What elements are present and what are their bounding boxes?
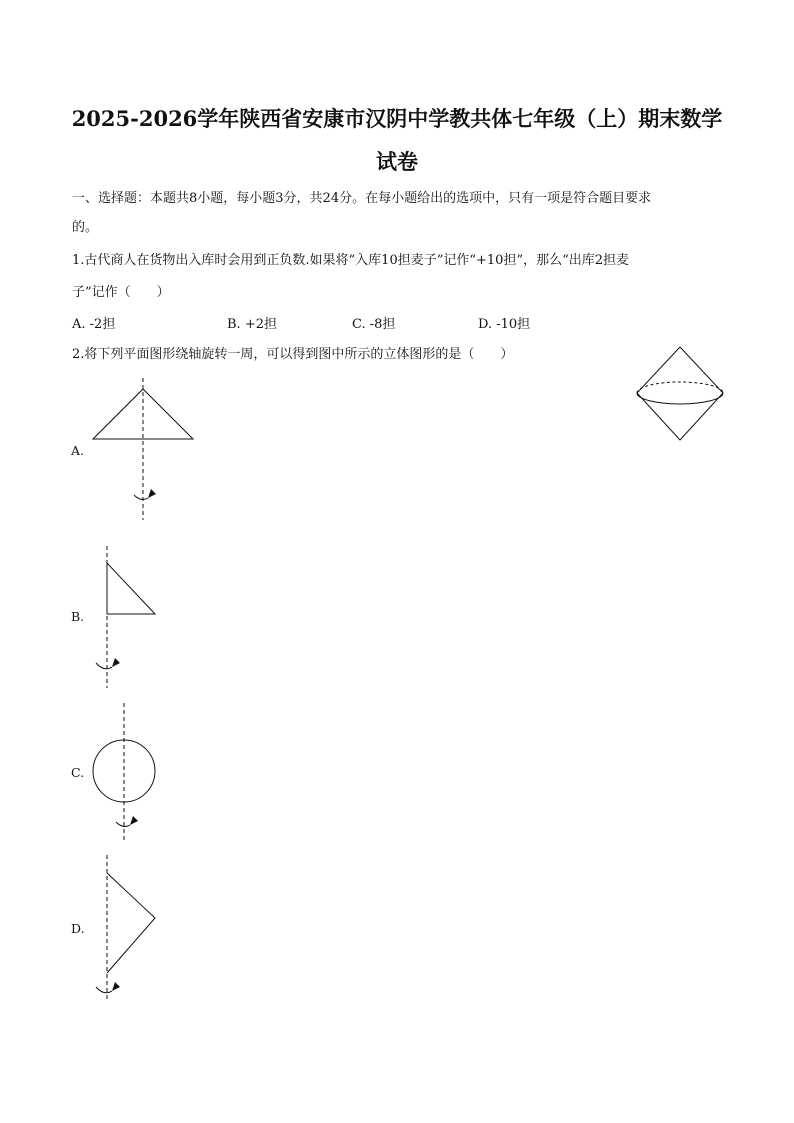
page-title: 2025-2026学年陕西省安康市汉阴中学教共体七年级（上）期末数学 [71,106,723,131]
option-d-triangle-figure [85,852,165,1007]
question-2-option-d-label: D. [71,921,85,936]
option-b-right-triangle-figure [85,543,165,693]
question-2-option-a-label: A. [71,443,85,458]
question-1-option-a: A. -2担 [72,317,116,332]
section-heading: 一、选择题：本题共8小题，每小题3分，共24分。在每小题给出的选项中，只有一项是符合题目要求 [72,191,652,206]
option-a-triangle-figure [85,375,200,525]
question-1-stem: 1.古代商人在货物出入库时会用到正负数.如果将“入库10担麦子”记作“+10担”，那么“出库2担麦 [72,253,630,268]
section-heading-continued: 的。 [72,220,99,235]
question-2-option-b-label: B. [71,609,85,624]
question-1-option-c: C. -8担 [352,317,396,332]
page-title-continued: 试卷 [376,149,418,174]
question-1-stem-continued: 子”记作（ ） [72,285,170,300]
option-c-circle-figure [85,700,165,850]
question-2-option-c-label: C. [71,765,85,780]
question-1-option-d: D. -10担 [478,317,531,332]
question-2-stem: 2.将下列平面图形绕轴旋转一周，可以得到图中所示的立体图形的是（ ） [72,347,514,362]
question-1-option-b: B. +2担 [227,317,277,332]
double-cone-figure [630,340,730,450]
